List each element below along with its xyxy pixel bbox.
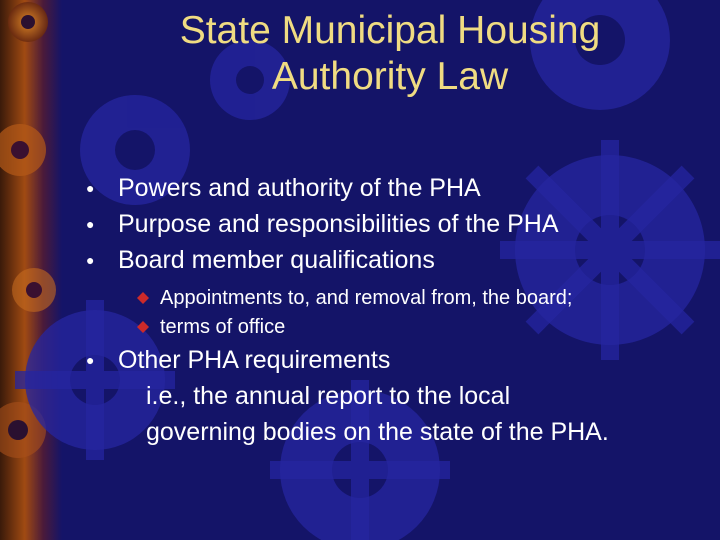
diamond-icon — [137, 292, 149, 304]
diamond-icon — [137, 321, 149, 333]
bullet-dot-icon: ● — [86, 352, 95, 368]
bullet-dot-icon: ● — [86, 180, 95, 196]
sub-bullet-terms: terms of office — [160, 316, 286, 338]
bullet-purpose: Purpose and responsibilities of the PHA — [118, 210, 559, 238]
sub-bullet-appointments: Appointments to, and removal from, the board; — [160, 287, 573, 309]
bullet-powers: Powers and authority of the PHA — [118, 174, 481, 202]
bullet-dot-icon: ● — [86, 252, 95, 268]
title-line-2: Authority Law — [271, 55, 509, 98]
page-title — [120, 8, 660, 100]
bullet-other-line-3: governing bodies on the state of the PHA. — [146, 418, 609, 446]
bullet-dot-icon: ● — [86, 216, 95, 232]
bullet-other-line-2: i.e., the annual report to the local — [146, 382, 511, 410]
bullet-other-requirements: Other PHA requirements — [118, 346, 391, 374]
bullet-board: Board member qualifications — [118, 246, 435, 274]
title-line-1: State Municipal Housing — [179, 9, 601, 52]
